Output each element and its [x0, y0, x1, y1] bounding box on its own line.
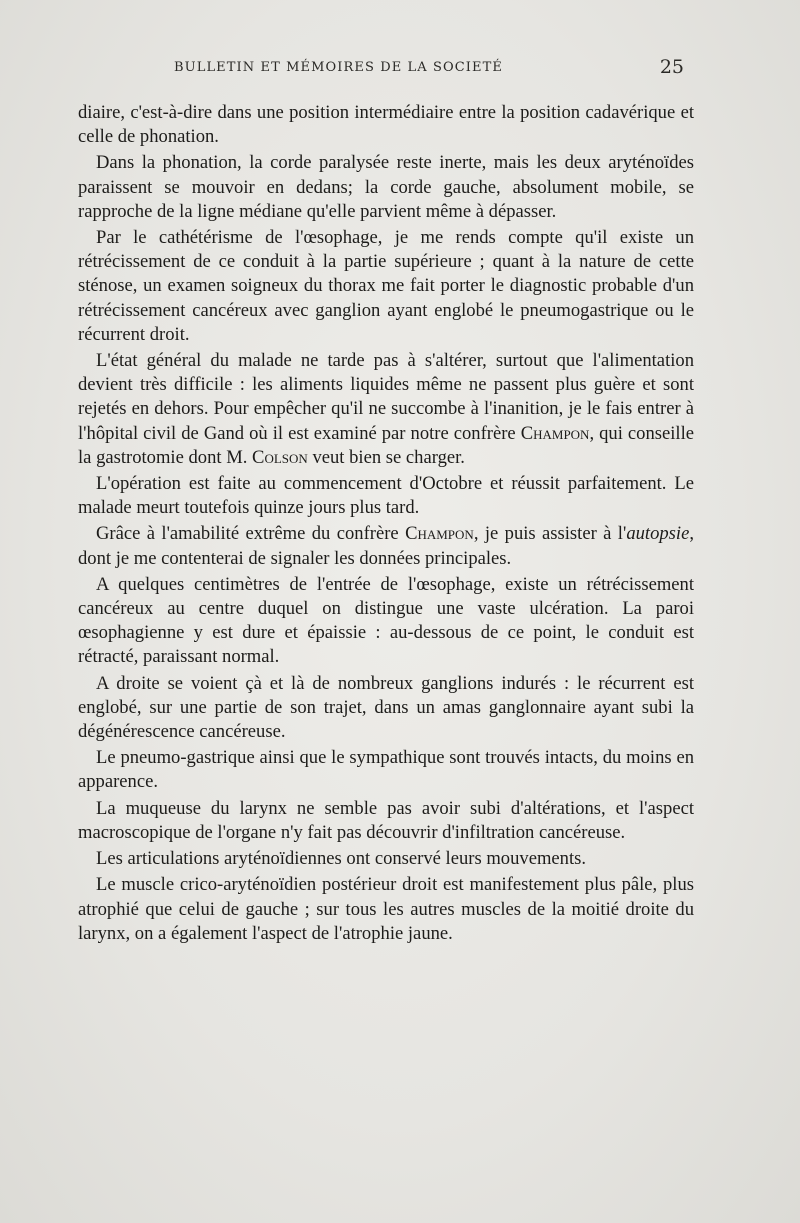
paragraph-6-text-c: , dont je me contenterai de signaler les données principales.	[78, 523, 694, 569]
page-number: 25	[659, 56, 684, 78]
paragraph-1: diaire, c'est-à-dire dans une position intermédiaire entre la position cadavérique et celle de phonation.	[78, 102, 694, 148]
paragraph-4-text-a: L'état général du malade ne tarde pas à s'altérer, surtout que l'alimentation devient très difficile : les aliments liquides même ne passent plus guère et sont rejetés en dehors. Pour empêcher qu'il ne succombe à l'inanition, je le fais entrer à l'hôpital civil de Gand où il est examiné par notre confrère	[78, 350, 694, 444]
paragraph-10: La muqueuse du larynx ne semble pas avoir subi d'altérations, et l'aspect macroscopique de l'organe n'y fait pas découvrir d'infiltration cancéreuse.	[78, 797, 694, 843]
italic-term-autopsie: autopsie	[626, 523, 690, 545]
paragraph-12: Le muscle crico-aryténoïdien postérieur droit est manifestement plus pâle, plus atrophié que celui de gauche ; sur tous les autres muscles de la moitié droite du larynx, on a également l'aspect de l'atrophie jaune.	[78, 874, 694, 944]
paragraph-9: Le pneumo-gastrique ainsi que le sympathique sont trouvés intacts, du moins en apparence.	[78, 747, 694, 793]
paragraph-6-text-b: , je puis assister à l'	[473, 523, 627, 545]
paragraph-2: Dans la phonation, la corde paralysée reste inerte, mais les deux aryténoïdes paraissent se mouvoir en dedans; la corde gauche, absolument mobile, se rapproche de la ligne médiane qu'elle parvient même à dépasser.	[78, 152, 694, 222]
paragraph-4-text-c: veut bien se charger.	[307, 446, 465, 468]
person-name-colson: Colson	[252, 446, 308, 468]
paragraph-7: A quelques centimètres de l'entrée de l'œsophage, existe un rétrécissement cancéreux au centre duquel on distingue une vaste ulcération. La paroi œsophagienne y est dure et épaissie : au-dessous de ce point, le conduit est rétracté, paraissant normal.	[78, 573, 694, 668]
paragraph-4-text-b: , qui conseille la gastrotomie dont M.	[78, 422, 694, 468]
paragraph-5: L'opération est faite au commencement d'Octobre et réussit parfaitement. Le malade meurt toutefois quinze jours plus tard.	[78, 473, 694, 519]
paragraph-6	[78, 522, 694, 570]
paragraph-4	[78, 349, 694, 470]
running-title: BULLETIN ET MÉMOIRES DE LA SOCIETÉ	[174, 60, 503, 75]
person-name-champon: Champon	[520, 422, 590, 444]
paragraph-8: A droite se voient çà et là de nombreux ganglions indurés : le récurrent est englobé, sur une partie de son trajet, dans un amas ganglonnaire ayant subi la dégénérescence cancéreuse.	[78, 672, 694, 743]
paragraph-11: Les articulations aryténoïdiennes ont conservé leurs mouvements.	[96, 848, 587, 870]
book-page	[78, 56, 694, 948]
running-header	[78, 56, 694, 92]
person-name-champon: Champon	[405, 523, 474, 545]
paragraph-6-text-a: Grâce à l'amabilité extrême du confrère	[96, 523, 406, 545]
body-text	[78, 101, 694, 946]
paragraph-3: Par le cathétérisme de l'œsophage, je me rends compte qu'il existe un rétrécissement de ce conduit à la partie supérieure ; quant à la nature de cette sténose, un examen soigneux du thorax me fait porter le diagnostic probable d'un rétrécissement cancéreux avec ganglion ayant englobé le pneumogastrique ou le récurrent droit.	[78, 227, 694, 345]
